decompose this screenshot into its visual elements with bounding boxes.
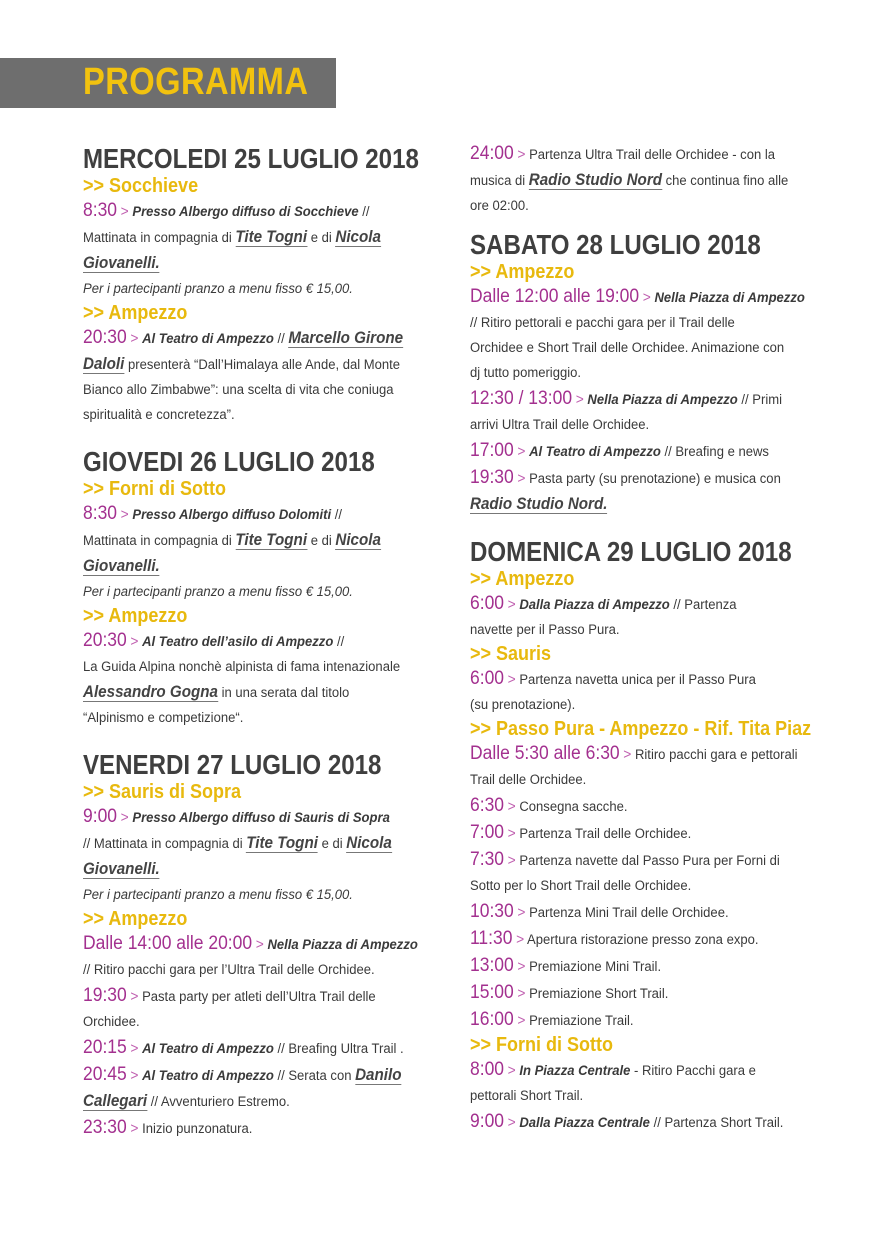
day-heading: VENERDI 27 LUGLIO 2018 bbox=[83, 749, 382, 780]
event-text: // Avventuriero Estremo. bbox=[147, 1094, 290, 1110]
event-line bbox=[83, 225, 414, 251]
day-heading: GIOVEDI 26 LUGLIO 2018 bbox=[83, 446, 375, 477]
event-line bbox=[83, 680, 414, 706]
arrow-icon: > bbox=[507, 825, 516, 842]
event-text: // bbox=[333, 634, 345, 650]
event-time: 15:00 bbox=[470, 982, 514, 1003]
event-line bbox=[83, 1089, 414, 1115]
person-name: Daloli bbox=[83, 355, 125, 373]
arrow-icon: > bbox=[507, 1114, 516, 1131]
title-banner bbox=[0, 58, 336, 108]
event-line: // Ritiro pettorali e pacchi gara per il Trail delle bbox=[470, 315, 735, 331]
event-text: Premiazione Short Trail. bbox=[525, 986, 669, 1002]
event-time: 9:00 bbox=[470, 1111, 505, 1132]
event-line bbox=[470, 926, 801, 953]
event-place: Al Teatro dell’asilo di Ampezzo bbox=[142, 634, 334, 650]
arrow-icon: > bbox=[507, 671, 516, 688]
event-place: Nella Piazza di Ampezzo bbox=[654, 290, 805, 306]
event-text: // bbox=[273, 331, 289, 347]
arrow-icon: > bbox=[507, 1062, 516, 1079]
person-name: Giovanelli. bbox=[83, 860, 160, 878]
event-time: 17:00 bbox=[470, 440, 514, 461]
arrow-icon: > bbox=[516, 931, 525, 948]
arrow-icon: > bbox=[130, 1120, 139, 1137]
event-place: Nella Piazza di Ampezzo bbox=[267, 937, 418, 953]
event-time: Dalle 12:00 alle 19:00 bbox=[470, 286, 640, 307]
event-line bbox=[470, 465, 801, 492]
arrow-icon: > bbox=[517, 958, 526, 975]
event-line bbox=[83, 554, 414, 580]
event-text: Pasta party (su prenotazione) e musica con bbox=[525, 471, 781, 487]
event-line: “Alpinismo e competizione“. bbox=[83, 710, 244, 726]
event-time: 8:30 bbox=[83, 503, 118, 524]
event-time: 8:00 bbox=[470, 1059, 505, 1080]
event-time: 20:30 bbox=[83, 327, 127, 348]
radio-name: Radio Studio Nord. bbox=[470, 495, 608, 513]
day-heading: MERCOLEDI 25 LUGLIO 2018 bbox=[83, 143, 419, 174]
arrow-icon: > bbox=[507, 596, 516, 613]
event-line bbox=[470, 386, 801, 413]
location-heading: >> Ampezzo bbox=[470, 568, 575, 590]
event-line bbox=[83, 931, 418, 958]
event-line bbox=[470, 591, 801, 618]
event-time: 12:30 / 13:00 bbox=[470, 388, 573, 409]
event-text: Mattinata in compagnia di bbox=[83, 230, 236, 246]
arrow-icon: > bbox=[120, 203, 129, 220]
event-line bbox=[470, 899, 801, 926]
arrow-icon: > bbox=[517, 146, 526, 163]
event-line bbox=[470, 820, 801, 847]
event-line bbox=[83, 501, 414, 528]
person-name: Nicola bbox=[335, 531, 381, 549]
location-heading: >> Ampezzo bbox=[83, 302, 188, 324]
person-name: Nicola bbox=[346, 834, 392, 852]
arrow-icon: > bbox=[517, 985, 526, 1002]
event-time: 23:30 bbox=[83, 1117, 127, 1138]
event-line bbox=[470, 438, 801, 465]
event-line: // Ritiro pacchi gara per l’Ultra Trail delle Orchidee. bbox=[83, 962, 375, 978]
arrow-icon: > bbox=[130, 1067, 139, 1084]
event-line bbox=[83, 831, 414, 857]
event-time: 20:45 bbox=[83, 1064, 127, 1085]
arrow-icon: > bbox=[130, 1040, 139, 1057]
event-line bbox=[83, 857, 414, 883]
event-line bbox=[470, 284, 805, 311]
event-text: presenterà “Dall’Himalaya alle Ande, dal Monte bbox=[124, 357, 401, 373]
arrow-icon: > bbox=[507, 798, 516, 815]
event-place: In Piazza Centrale bbox=[519, 1063, 631, 1079]
event-time: 19:30 bbox=[470, 467, 514, 488]
event-line bbox=[83, 628, 414, 655]
day-heading: DOMENICA 29 LUGLIO 2018 bbox=[470, 536, 792, 567]
event-line bbox=[83, 1035, 414, 1062]
arrow-icon: > bbox=[120, 809, 129, 826]
location-heading: >> Forni di Sotto bbox=[470, 1034, 614, 1056]
radio-name: Radio Studio Nord bbox=[528, 171, 663, 189]
event-time: 9:00 bbox=[83, 806, 118, 827]
event-time: 6:30 bbox=[470, 795, 505, 816]
event-text: // Serata con bbox=[273, 1068, 356, 1084]
event-text: Partenza Mini Trail delle Orchidee. bbox=[525, 905, 729, 921]
event-text: Partenza navette dal Passo Pura per Forni di bbox=[515, 853, 780, 869]
event-time: 10:30 bbox=[470, 901, 514, 922]
arrow-icon: > bbox=[575, 391, 584, 408]
event-place: Dalla Piazza Centrale bbox=[519, 1115, 650, 1131]
event-text: e di bbox=[307, 533, 336, 549]
person-name: Danilo bbox=[355, 1066, 402, 1084]
event-note: Per i partecipanti pranzo a menu fisso € 15,00. bbox=[83, 887, 353, 903]
event-time: 13:00 bbox=[470, 955, 514, 976]
location-heading: >> Forni di Sotto bbox=[83, 478, 227, 500]
event-place: Dalla Piazza di Ampezzo bbox=[519, 597, 670, 613]
event-text: - Ritiro Pacchi gara e bbox=[630, 1063, 756, 1079]
arrow-icon: > bbox=[130, 330, 139, 347]
event-text: che continua fino alle bbox=[662, 173, 789, 189]
event-text: Mattinata in compagnia di bbox=[83, 533, 236, 549]
location-heading: >> Passo Pura - Ampezzo - Rif. Tita Piaz bbox=[470, 718, 812, 740]
event-time: 20:30 bbox=[83, 630, 127, 651]
event-line bbox=[83, 325, 414, 352]
event-line: (su prenotazione). bbox=[470, 697, 576, 713]
person-name: Tite Togni bbox=[235, 228, 308, 246]
day-heading: SABATO 28 LUGLIO 2018 bbox=[470, 229, 761, 260]
event-text: // Breafing Ultra Trail . bbox=[273, 1041, 404, 1057]
arrow-icon: > bbox=[642, 289, 651, 306]
event-line bbox=[83, 804, 414, 831]
arrow-icon: > bbox=[517, 1012, 526, 1029]
event-text: Premiazione Trail. bbox=[525, 1013, 634, 1029]
event-text: Pasta party per atleti dell’Ultra Trail delle bbox=[138, 989, 376, 1005]
event-place: Nella Piazza di Ampezzo bbox=[587, 392, 738, 408]
arrow-icon: > bbox=[517, 470, 526, 487]
arrow-icon: > bbox=[130, 988, 139, 1005]
arrow-icon: > bbox=[130, 633, 139, 650]
event-text: // Partenza bbox=[669, 597, 737, 613]
event-line bbox=[83, 528, 414, 554]
event-place: Presso Albergo diffuso di Sauris di Sopra bbox=[132, 810, 390, 826]
event-text: // Mattinata in compagnia di bbox=[83, 836, 247, 852]
arrow-icon: > bbox=[255, 936, 264, 953]
event-note: Per i partecipanti pranzo a menu fisso € 15,00. bbox=[83, 281, 353, 297]
person-name: Alessandro Gogna bbox=[83, 683, 218, 701]
location-heading: >> Sauris bbox=[470, 643, 552, 665]
event-text: Inizio punzonatura. bbox=[138, 1121, 253, 1137]
event-text: // bbox=[358, 204, 370, 220]
event-place: Al Teatro di Ampezzo bbox=[529, 444, 661, 460]
person-name: Giovanelli. bbox=[83, 557, 160, 575]
event-text: Ritiro pacchi gara e pettorali bbox=[631, 747, 798, 763]
event-text: musica di bbox=[470, 173, 529, 189]
event-line bbox=[83, 251, 414, 277]
event-line bbox=[470, 953, 801, 980]
event-text: Premiazione Mini Trail. bbox=[525, 959, 662, 975]
event-time: 8:30 bbox=[83, 200, 118, 221]
person-name: Marcello Girone bbox=[288, 329, 404, 347]
person-name: Tite Togni bbox=[235, 531, 308, 549]
event-line: dj tutto pomeriggio. bbox=[470, 365, 582, 381]
event-line: pettorali Short Trail. bbox=[470, 1088, 584, 1104]
arrow-icon: > bbox=[517, 904, 526, 921]
event-text: Apertura ristorazione presso zona expo. bbox=[524, 932, 759, 948]
event-line: Trail delle Orchidee. bbox=[470, 772, 587, 788]
event-line bbox=[83, 983, 414, 1010]
page-title: PROGRAMMA bbox=[83, 61, 309, 103]
event-line: Bianco allo Zimbabwe”: una scelta di vita che coniuga bbox=[83, 382, 394, 398]
person-name: Tite Togni bbox=[246, 834, 318, 852]
arrow-icon: > bbox=[507, 852, 516, 869]
event-line: navette per il Passo Pura. bbox=[470, 622, 620, 638]
event-line bbox=[83, 198, 414, 225]
event-place: Presso Albergo diffuso Dolomiti bbox=[132, 507, 332, 523]
event-place: Al Teatro di Ampezzo bbox=[142, 331, 274, 347]
event-text: // Partenza Short Trail. bbox=[649, 1115, 784, 1131]
location-heading: >> Ampezzo bbox=[83, 908, 188, 930]
event-time: Dalle 5:30 alle 6:30 bbox=[470, 743, 620, 764]
event-time: 19:30 bbox=[83, 985, 127, 1006]
event-line bbox=[470, 168, 801, 194]
event-line: ore 02:00. bbox=[470, 198, 529, 214]
event-text: e di bbox=[317, 836, 347, 852]
event-time: 20:15 bbox=[83, 1037, 127, 1058]
event-line bbox=[470, 666, 801, 693]
arrow-icon: > bbox=[517, 443, 526, 460]
event-line bbox=[470, 492, 801, 518]
event-text: e di bbox=[307, 230, 336, 246]
event-text: Partenza Ultra Trail delle Orchidee - con la bbox=[525, 147, 776, 163]
event-line bbox=[83, 1062, 414, 1089]
event-line bbox=[470, 1109, 801, 1136]
event-line: spiritualità e concretezza”. bbox=[83, 407, 235, 423]
event-text: // Primi bbox=[737, 392, 783, 408]
event-note: Per i partecipanti pranzo a menu fisso € 15,00. bbox=[83, 584, 353, 600]
event-text: in una serata dal titolo bbox=[217, 685, 350, 701]
event-time: 7:00 bbox=[470, 822, 505, 843]
event-text: Consegna sacche. bbox=[515, 799, 628, 815]
event-time: 11:30 bbox=[470, 928, 513, 949]
event-line bbox=[83, 1115, 414, 1142]
arrow-icon: > bbox=[623, 746, 632, 763]
event-text: // bbox=[331, 507, 342, 523]
event-line bbox=[470, 1007, 801, 1034]
event-place: Al Teatro di Ampezzo bbox=[142, 1068, 274, 1084]
event-line bbox=[470, 1057, 801, 1084]
event-place: Presso Albergo diffuso di Socchieve bbox=[132, 204, 359, 220]
event-line bbox=[470, 980, 801, 1007]
left-column bbox=[83, 143, 443, 1142]
location-heading: >> Ampezzo bbox=[470, 261, 575, 283]
event-place: Al Teatro di Ampezzo bbox=[142, 1041, 274, 1057]
event-line: Sotto per lo Short Trail delle Orchidee. bbox=[470, 878, 692, 894]
event-time: 7:30 bbox=[470, 849, 505, 870]
person-name: Callegari bbox=[83, 1092, 148, 1110]
event-time: 24:00 bbox=[470, 143, 514, 164]
event-time: 16:00 bbox=[470, 1009, 514, 1030]
event-text: Partenza Trail delle Orchidee. bbox=[515, 826, 692, 842]
arrow-icon: > bbox=[120, 506, 129, 523]
event-time: Dalle 14:00 alle 20:00 bbox=[83, 933, 253, 954]
event-text: // Breafing e news bbox=[660, 444, 769, 460]
person-name: Nicola bbox=[335, 228, 381, 246]
event-line bbox=[470, 847, 801, 874]
event-line: arrivi Ultra Trail delle Orchidee. bbox=[470, 417, 650, 433]
event-line: Orchidee e Short Trail delle Orchidee. Animazione con bbox=[470, 340, 785, 356]
event-line bbox=[470, 141, 801, 168]
right-column bbox=[470, 141, 830, 1136]
event-line bbox=[470, 741, 801, 768]
person-name: Giovanelli. bbox=[83, 254, 160, 272]
event-line bbox=[83, 352, 414, 378]
event-text: Partenza navetta unica per il Passo Pura bbox=[515, 672, 756, 688]
event-time: 6:00 bbox=[470, 668, 505, 689]
event-time: 6:00 bbox=[470, 593, 505, 614]
event-line: Orchidee. bbox=[83, 1014, 140, 1030]
event-line bbox=[470, 793, 801, 820]
location-heading: >> Ampezzo bbox=[83, 605, 188, 627]
location-heading: >> Sauris di Sopra bbox=[83, 781, 242, 803]
event-line: La Guida Alpina nonchè alpinista di fama intenazionale bbox=[83, 659, 401, 675]
location-heading: >> Socchieve bbox=[83, 175, 199, 197]
